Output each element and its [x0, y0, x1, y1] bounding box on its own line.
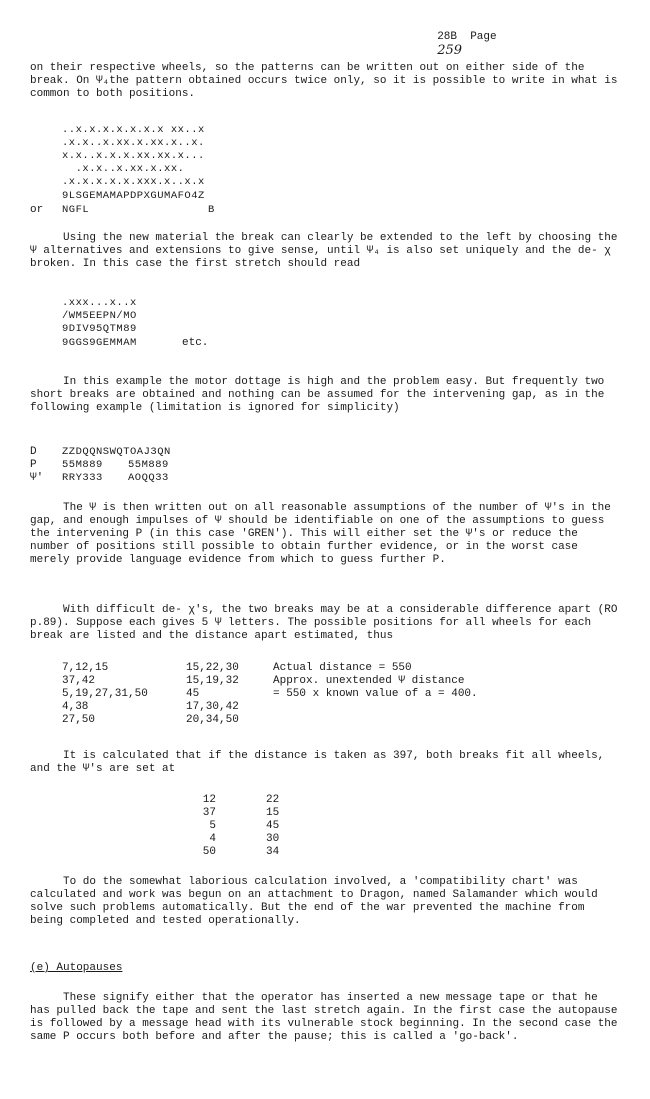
settings-cell: 37	[202, 807, 216, 819]
pattern-line: .x.x..x.xx.x.xx.x..x.	[62, 137, 205, 149]
row-value: RRY333	[62, 472, 103, 484]
row-label: Ψ'	[30, 472, 44, 484]
paragraph-5: With difficult de- χ's, the two breaks may be at a considerable difference apart (RO p.89). Suppose each gives 5 Ψ letters. The possible positions for all wheels for each break are listed and the distance apart estimated, thus	[30, 604, 618, 642]
section-heading: (e) Autopauses	[30, 962, 123, 974]
row-value: 55M889	[128, 459, 169, 471]
paragraph-7: To do the somewhat laborious calculation involved, a 'compatibility chart' was calculated and work was begun on an attachment to Dragon, named Salamander which would solve such problems automatically. But the end of the war prevented the machine from being completed and tested operationally.	[30, 876, 598, 927]
paragraph-6: It is calculated that if the distance is taken as 397, both breaks fit all wheels, and the Ψ's are set at	[30, 750, 605, 775]
settings-cell: 22	[266, 794, 280, 806]
or-label: or	[30, 204, 44, 216]
positions-cell: 20,34,50	[186, 714, 239, 726]
pattern-line: .x.x..x.xx.x.xx.	[62, 163, 185, 175]
paragraph-3: In this example the motor dottage is high and the problem easy. But frequently two short breaks are obtained and nothing can be assumed for the intervening gap, as in the following example (limitation is ignored for simplicity)	[30, 376, 605, 414]
stretch-line: /WM5EEPN/MO	[62, 310, 137, 322]
positions-note: = 550 x known value of a = 400.	[273, 688, 478, 700]
positions-cell: 7,12,15	[62, 662, 109, 674]
pattern-line: .x.x.x.x.x.xxx.x..x.x	[62, 176, 205, 188]
positions-cell: 15,19,32	[186, 675, 239, 687]
paragraph-2: Using the new material the break can clearly be extended to the left by choosing the Ψ alternatives and extensions to give sense, until Ψ₄ is also set uniquely and the de- χ broken. In this case the first stretch should read	[30, 232, 618, 270]
positions-cell: 5,19,27,31,50	[62, 688, 148, 700]
positions-cell: 4,38	[62, 701, 89, 713]
settings-cell: 5	[209, 820, 216, 832]
row-label: D	[30, 446, 37, 458]
positions-cell: 17,30,42	[186, 701, 239, 713]
settings-cell: 45	[266, 820, 280, 832]
settings-cell: 30	[266, 833, 280, 845]
pattern-line: ..x.x.x.x.x.x.x xx..x	[62, 124, 205, 136]
etc-label: etc.	[182, 337, 209, 349]
settings-cell: 4	[209, 833, 216, 845]
paragraph-4: The Ψ is then written out on all reasonable assumptions of the number of Ψ's in the gap, and enough impulses of Ψ should be identifiable on one of the assumptions to guess the intervening P (in this case 'GREN'). This will either set the Ψ's or reduce the number of positions still possible to obtain further evidence, or in the worst case merely provide language evidence from which to guess further P.	[30, 502, 611, 566]
positions-note: Approx. unextended Ψ distance	[273, 675, 465, 687]
stretch-line: .xxx...x..x	[62, 297, 137, 309]
stretch-line: 9DIV95QTM89	[62, 323, 137, 335]
stretch-line: 9GGS9GEMMAM	[62, 337, 137, 349]
settings-cell: 15	[266, 807, 280, 819]
pattern-line: x.x..x.x.x.xx.xx.x...	[62, 150, 205, 162]
row-value: AOQQ33	[128, 472, 169, 484]
row-label: P	[30, 459, 37, 471]
positions-cell: 15,22,30	[186, 662, 239, 674]
pattern-letters: 9LSGEMAMAPDPXGUMAFO4Z	[62, 190, 205, 202]
positions-cell: 37,42	[62, 675, 96, 687]
settings-cell: 34	[266, 846, 280, 858]
positions-note: Actual distance = 550	[273, 662, 412, 674]
page-header	[424, 18, 497, 59]
row-value: ZZDQQNSWQTOAJ3QN	[62, 446, 171, 458]
settings-cell: 12	[202, 794, 216, 806]
header-label: 28B Page	[437, 31, 497, 43]
paragraph-1: on their respective wheels, so the patterns can be written out on either side of the break. On Ψ₄the pattern obtained occurs twice only, so it is possible to write in what is common to both positions.	[30, 62, 618, 100]
paragraph-8: These signify either that the operator has inserted a new message tape or that he has pulled back the tape and sent the last stretch again. In the first case the autopause is followed by a message head with its vulnerable stock beginning. In the second case the same P occurs both before and after the pause; this is called a 'go-back'.	[30, 992, 618, 1043]
row-value: 55M889	[62, 459, 103, 471]
or-line-end: B	[208, 204, 215, 216]
page-number: 259	[437, 43, 463, 58]
or-line: NGFL	[62, 204, 90, 216]
positions-cell: 27,50	[62, 714, 96, 726]
settings-cell: 50	[202, 846, 216, 858]
positions-cell: 45	[186, 688, 200, 700]
